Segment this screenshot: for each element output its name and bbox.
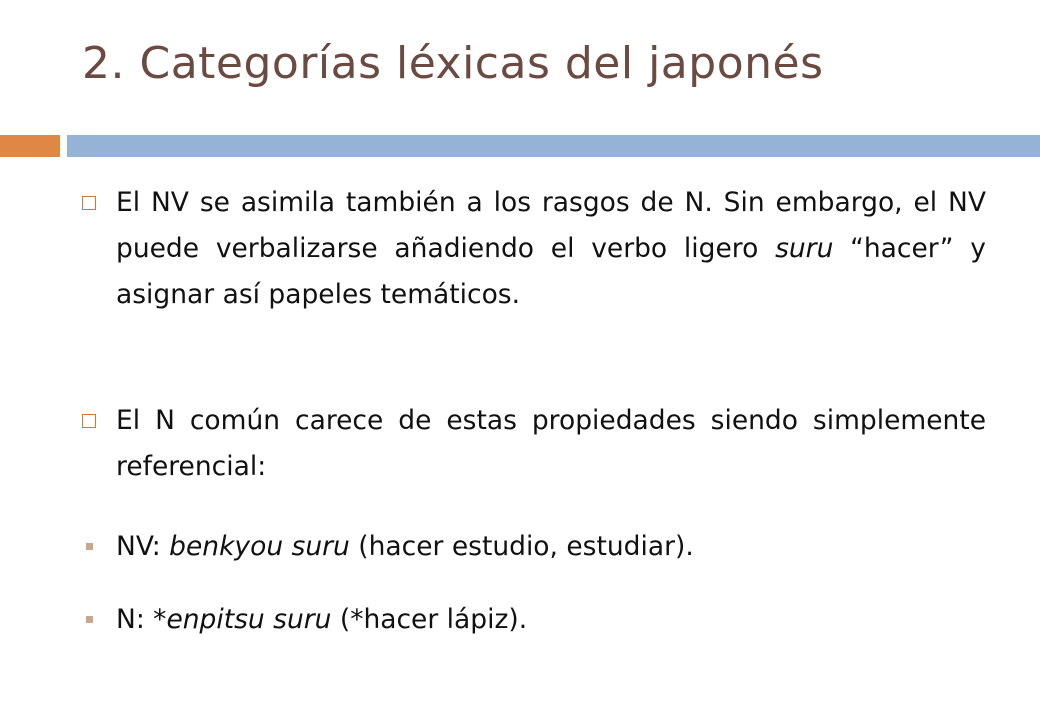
bullet-4 [82,597,986,643]
title-rule-orange [0,135,60,157]
bullet-4-part-1: N: * [116,604,167,635]
bullet-1-part-1: El NV se asimila también a los rasgos de N. Sin embargo, el NV puede verbalizarse añadiendo el verbo ligero [116,187,986,264]
bullet-2 [82,398,986,490]
bullet-1-text [82,180,986,318]
bullet-1-italic-suru: suru [775,233,834,264]
bullet-4-part-3: (*hacer lápiz). [331,604,528,635]
bullet-3-text [82,524,986,570]
bullet-4-text [82,597,986,643]
hollow-square-bullet-icon [82,196,96,210]
slide-title: 2. Categorías léxicas del japonés [82,38,824,89]
bullet-3-part-1: NV: [116,531,170,562]
bullet-3-part-3: (hacer estudio, estudiar). [349,531,694,562]
bullet-1 [82,180,986,318]
hollow-square-bullet-icon [82,414,96,428]
bullet-3 [82,524,986,570]
filled-square-bullet-icon [86,543,93,550]
bullet-3-italic-term: benkyou suru [169,531,350,562]
bullet-4-italic-term: enpitsu suru [166,604,332,635]
filled-square-bullet-icon [86,616,93,623]
bullet-2-part-1: El N común carece de estas propiedades siendo simplemente referencial: [116,405,986,482]
title-rule-blue [67,135,1040,157]
bullet-1-part-3: “hacer” y asignar así papeles temáticos. [116,233,986,310]
bullet-2-text [82,398,986,490]
